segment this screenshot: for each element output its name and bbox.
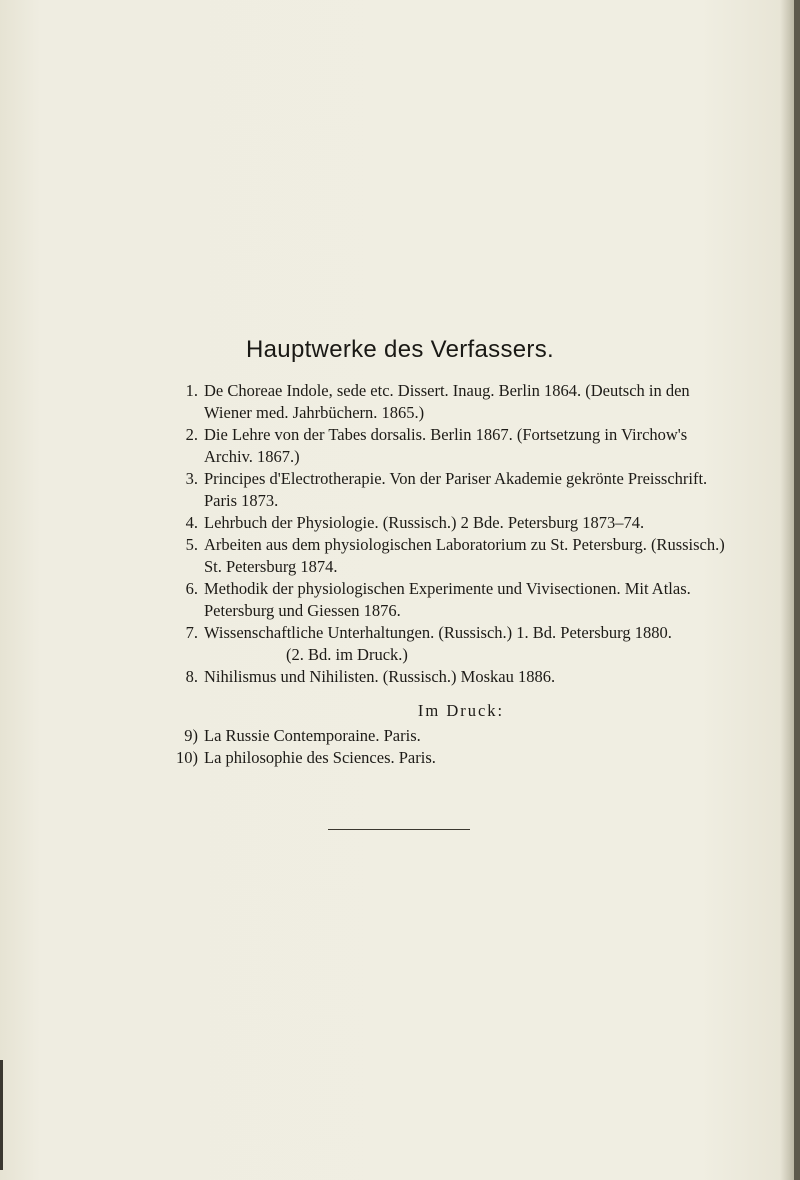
item-text: Arbeiten aus dem physiologischen Laboratorium zu St. Petersburg. (Russisch.) xyxy=(204,535,725,554)
item-text: Nihilismus und Nihilisten. (Russisch.) Moskau 1886. xyxy=(204,667,556,686)
list-item xyxy=(176,512,776,534)
list-item xyxy=(176,747,776,769)
item-text: Methodik der physiologischen Experimente und Vivisectionen. Mit Atlas. xyxy=(204,579,691,598)
item-text: Archiv. 1867.) xyxy=(204,447,300,466)
item-text: (2. Bd. im Druck.) xyxy=(286,645,408,664)
list-item xyxy=(176,424,776,468)
list-item xyxy=(176,622,776,666)
list-item xyxy=(176,725,776,747)
item-text: Principes d'Electrotherapie. Von der Pariser Akademie gekrönte Preisschrift. xyxy=(204,469,708,488)
item-number: 1. xyxy=(185,381,198,400)
list-item xyxy=(176,468,776,512)
item-text: De Choreae Indole, sede etc. Dissert. Inaug. Berlin 1864. (Deutsch in den xyxy=(204,381,690,400)
item-number: 2. xyxy=(185,425,198,444)
item-number: 10) xyxy=(176,748,198,767)
list-item xyxy=(176,380,776,424)
list-item xyxy=(176,666,776,688)
item-number: 6. xyxy=(185,579,198,598)
item-number: 5. xyxy=(185,535,198,554)
item-text: Petersburg und Giessen 1876. xyxy=(204,601,401,620)
page-edge-shadow xyxy=(794,0,800,1180)
page-title: Hauptwerke des Verfassers. xyxy=(246,336,554,363)
item-number: 3. xyxy=(185,469,198,488)
closing-rule xyxy=(328,829,470,830)
item-number: 9) xyxy=(184,726,198,745)
section-subheading: Im Druck: xyxy=(417,701,505,720)
item-number: 4. xyxy=(185,513,198,532)
item-text: Wissenschaftliche Unterhaltungen. (Russisch.) 1. Bd. Petersburg 1880. xyxy=(204,623,672,642)
item-text: Die Lehre von der Tabes dorsalis. Berlin 1867. (Fortsetzung in Virchow's xyxy=(204,425,688,444)
works-list xyxy=(176,380,776,769)
item-text: Lehrbuch der Physiologie. (Russisch.) 2 Bde. Petersburg 1873–74. xyxy=(204,513,645,532)
item-text: La Russie Contemporaine. Paris. xyxy=(204,726,421,745)
item-number: 8. xyxy=(185,667,198,686)
item-text: Wiener med. Jahrbüchern. 1865.) xyxy=(204,403,425,422)
list-item xyxy=(176,578,776,622)
item-text: La philosophie des Sciences. Paris. xyxy=(204,748,436,767)
list-item xyxy=(176,534,776,578)
item-number: 7. xyxy=(185,623,198,642)
item-text: St. Petersburg 1874. xyxy=(204,557,338,576)
binding-mark xyxy=(0,1060,3,1170)
item-text: Paris 1873. xyxy=(204,491,279,510)
